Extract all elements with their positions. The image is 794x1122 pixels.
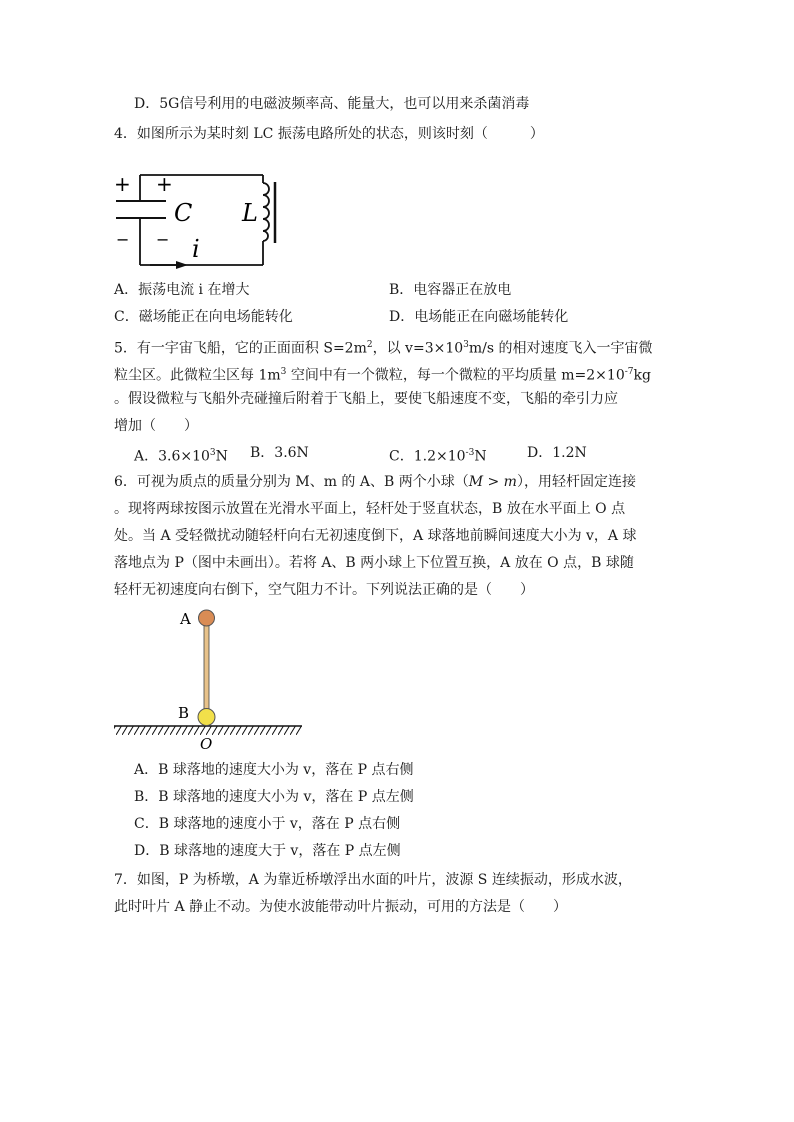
q5-option-a-part: N (215, 448, 228, 465)
capacitor-label: C (174, 199, 193, 227)
inductor-label: L (242, 199, 258, 227)
q5-line-1-part: ，以 v=3×10 (372, 340, 464, 357)
q6-line-1-part: 6．可视为质点的质量分别为 M、m 的 A、B 两个小球（ (114, 474, 469, 490)
q6-line-3: 处。当 A 受轻微扰动随轻杆向右无初速度倒下，A 球落地前瞬间速度大小为 v，A 球 (114, 528, 637, 544)
q5-superscript: -3 (465, 448, 475, 458)
minus-sign-outer: − (116, 230, 130, 249)
q5-line-4: 增加（ ） (114, 418, 198, 434)
q4-option-b: B．电容器正在放电 (389, 282, 512, 298)
q7-line-1: 7．如图，P 为桥墩，A 为靠近桥墩浮出水面的叶片，波源 S 连续振动，形成水波， (114, 872, 632, 888)
q6-inequality: M > m (468, 474, 517, 490)
minus-sign-inner: − (156, 230, 170, 249)
q6-line-2: 。现将两球按图示放置在光滑水平面上，轻杆处于竖直状态，B 放在水平面上 O 点 (114, 501, 626, 517)
ball-b (198, 709, 215, 726)
q5-superscript: 3 (280, 367, 287, 377)
ground-hatching (114, 726, 302, 735)
q6-option-b: B．B 球落地的速度大小为 v，落在 P 点左侧 (134, 789, 414, 805)
current-label: i (192, 235, 200, 263)
q6-line-5: 轻杆无初速度向右倒下，空气阻力不计。下列说法正确的是（ ） (114, 582, 534, 598)
q5-option-b: B．3.6N (250, 445, 309, 461)
plus-sign-outer: + (114, 172, 131, 196)
q6-option-a: A．B 球落地的速度大小为 v，落在 P 点右侧 (134, 762, 414, 778)
q3-option-d: D．5G信号利用的电磁波频率高、能量大，也可以用来杀菌消毒 (134, 96, 530, 112)
q5-superscript: 2 (366, 340, 373, 350)
q5-line-3: 。假设微粒与飞船外壳碰撞后附着于飞船上，要使飞船速度不变，飞船的牵引力应 (114, 391, 618, 407)
q4-option-a: A．振荡电流 i 在增大 (114, 282, 250, 298)
q6-option-d: D．B 球落地的速度大于 v，落在 P 点左侧 (134, 843, 401, 859)
q5-line-1-part: m/s 的相对速度飞入一宇宙微 (468, 340, 653, 357)
point-o-label: O (200, 735, 213, 753)
q5-option-c-part: N (474, 448, 487, 465)
q4-option-d: D．电场能正在向磁场能转化 (389, 309, 569, 325)
q6-line-1-part: ），用轻杆固定连接 (516, 474, 636, 490)
q5-line-1 (114, 335, 653, 359)
ball-b-label: B (178, 704, 190, 722)
q5-line-2-part: 粒尘区。此微粒尘区每 1m (114, 367, 281, 384)
q5-line-2-part: kg (633, 367, 651, 384)
q5-superscript: 3 (463, 340, 469, 350)
ball-a-label: A (180, 610, 191, 628)
q5-option-a (134, 443, 228, 467)
light-rod (204, 619, 209, 717)
q5-option-c (389, 443, 487, 467)
q7-line-2: 此时叶片 A 静止不动。为使水波能带动叶片振动，可用的方法是（ ） (114, 899, 568, 915)
q5-option-c-part: C．1.2×10 (389, 448, 466, 465)
q6-option-c: C．B 球落地的速度小于 v，落在 P 点右侧 (134, 816, 401, 832)
lc-circuit-diagram (110, 155, 270, 275)
q5-option-d: D．1.2N (527, 445, 587, 461)
q4-option-c: C．磁场能正在向电场能转化 (114, 309, 293, 325)
ball-a (199, 610, 215, 626)
q5-line-2-part: 空间中有一个微粒，每一个微粒的平均质量 m=2×10 (286, 367, 625, 384)
q4-stem: 4．如图所示为某时刻 LC 振荡电路所处的状态，则该时刻（ ） (114, 126, 544, 142)
q5-option-a-part: A．3.6×10 (134, 448, 210, 465)
current-arrow-icon (176, 261, 188, 269)
q5-line-1-part: 5．有一宇宙飞船，它的正面面积 S=2m (114, 340, 367, 357)
plus-sign-inner: + (156, 172, 173, 196)
inductor-coil (263, 183, 269, 241)
q6-line-4: 落地点为 P（图中未画出）。若将 A、B 两小球上下位置互换，A 放在 O 点，B 球随 (114, 555, 634, 571)
q5-superscript: 3 (209, 448, 216, 458)
q5-superscript: -7 (624, 367, 634, 377)
q5-line-2 (114, 362, 651, 386)
rod-balls-diagram (110, 605, 310, 753)
q6-line-1 (114, 472, 636, 492)
